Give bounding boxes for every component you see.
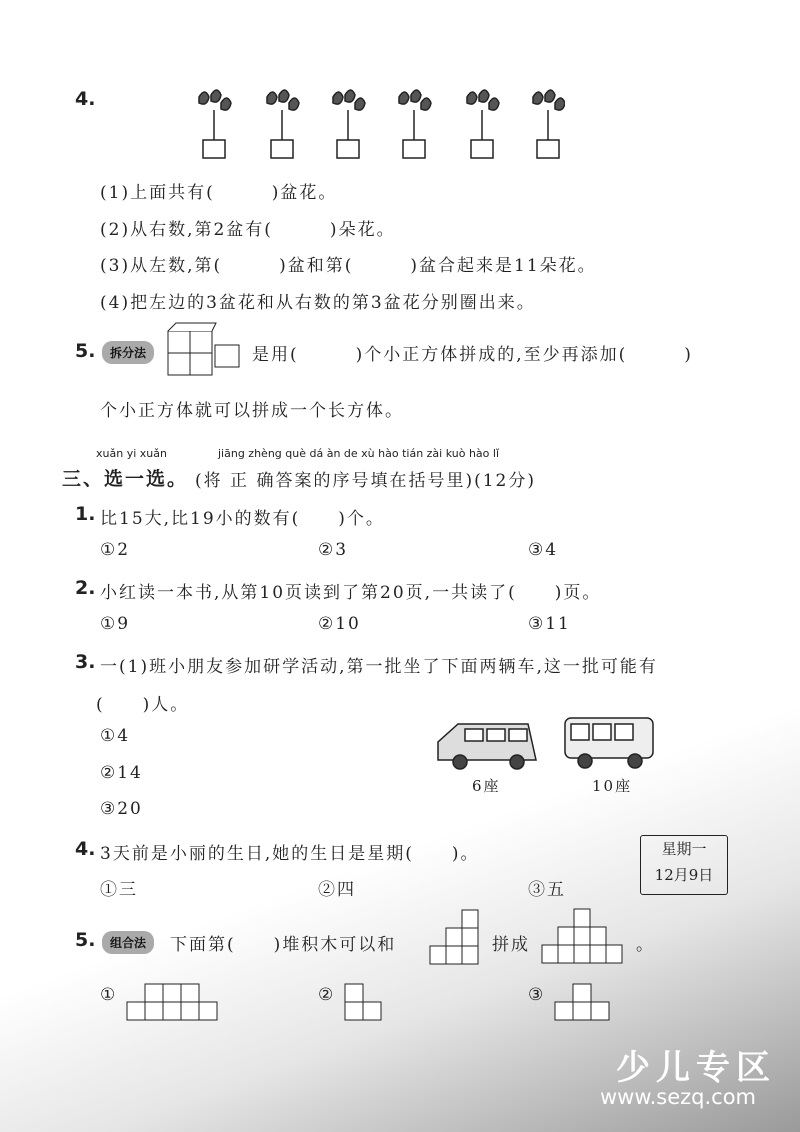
q4b-option-3[interactable]: ③五	[528, 880, 566, 900]
calendar-date: 12月9日	[654, 866, 714, 884]
q5a-text-2: 个小正方体就可以拼成一个长方体。	[100, 401, 404, 421]
q1-option-3[interactable]: ③4	[528, 540, 559, 560]
q5b-text-3: 。	[636, 935, 655, 955]
q5b-option-1[interactable]: ①	[100, 985, 118, 1005]
q3-number: 3.	[75, 651, 96, 673]
q3-option-2[interactable]: ②14	[100, 763, 143, 783]
method-badge-2: 组合法	[102, 931, 154, 954]
watermark-url: www.sezq.com	[600, 1085, 757, 1109]
flower-pots-image	[185, 85, 565, 163]
section-3-instruction: (将 正 确答案的序号填在括号里)(12分)	[195, 471, 536, 491]
block-pile-2	[343, 982, 385, 1024]
q5b-option-3[interactable]: ③	[528, 985, 546, 1005]
calendar-weekday: 星期一	[661, 840, 707, 858]
q4b-text: 3天前是小丽的生日,她的生日是星期( )。	[100, 844, 480, 864]
q5a-number: 5.	[75, 340, 96, 362]
q2-option-3[interactable]: ③11	[528, 614, 571, 634]
vehicles-image	[435, 715, 660, 773]
pinyin-title: xuǎn yi xuǎn	[96, 447, 167, 460]
q4-number: 4.	[75, 88, 96, 110]
q2-number: 2.	[75, 577, 96, 599]
block-pile-3	[553, 982, 613, 1024]
watermark-title: 少儿专区	[616, 1048, 776, 1088]
q4b-number: 4.	[75, 838, 96, 860]
method-badge: 拆分法	[102, 341, 154, 364]
q5b-text-1: 下面第( )堆积木可以和	[170, 935, 397, 955]
q1-option-2[interactable]: ②3	[318, 540, 349, 560]
q1-number: 1.	[75, 503, 96, 525]
q3-option-1[interactable]: ①4	[100, 726, 131, 746]
block-pile-result	[540, 905, 635, 965]
q5b-text-2: 拼成	[492, 935, 530, 955]
q3-text-2: ( )人。	[96, 695, 190, 715]
q4b-option-2[interactable]: ②四	[318, 880, 356, 900]
q1-option-1[interactable]: ①2	[100, 540, 131, 560]
van-seats-label: 6座	[472, 777, 501, 795]
q2-option-2[interactable]: ②10	[318, 614, 361, 634]
q4-line-3: (3)从左数,第( )盆和第( )盆合起来是11朵花。	[100, 256, 597, 276]
calendar-card	[640, 835, 728, 895]
q2-option-1[interactable]: ①9	[100, 614, 131, 634]
cube-stack-image	[165, 320, 245, 378]
q4-line-4: (4)把左边的3盆花和从右数的第3盆花分别圈出来。	[100, 293, 536, 313]
bus-seats-label: 10座	[592, 777, 633, 795]
q4b-option-1[interactable]: ①三	[100, 880, 138, 900]
section-3-title: 三、选一选。	[62, 468, 189, 490]
pinyin-instruction: jiāng zhèng què dá àn de xù hào tián zài kuò hào lǐ	[218, 447, 500, 460]
q2-text: 小红读一本书,从第10页读到了第20页,一共读了( )页。	[100, 583, 602, 603]
block-pile-1	[125, 982, 220, 1024]
q4-line-2: (2)从右数,第2盆有( )朵花。	[100, 220, 396, 240]
q5b-number: 5.	[75, 929, 96, 951]
block-pile-a	[428, 908, 488, 966]
q4-line-1: (1)上面共有( )盆花。	[100, 183, 338, 203]
q3-option-3[interactable]: ③20	[100, 799, 143, 819]
q5a-text-1: 是用( )个小正方体拼成的,至少再添加( )	[252, 345, 693, 365]
q1-text: 比15大,比19小的数有( )个。	[100, 509, 385, 529]
q5b-option-2[interactable]: ②	[318, 985, 336, 1005]
q3-text: 一(1)班小朋友参加研学活动,第一批坐了下面两辆车,这一批可能有	[100, 657, 658, 677]
